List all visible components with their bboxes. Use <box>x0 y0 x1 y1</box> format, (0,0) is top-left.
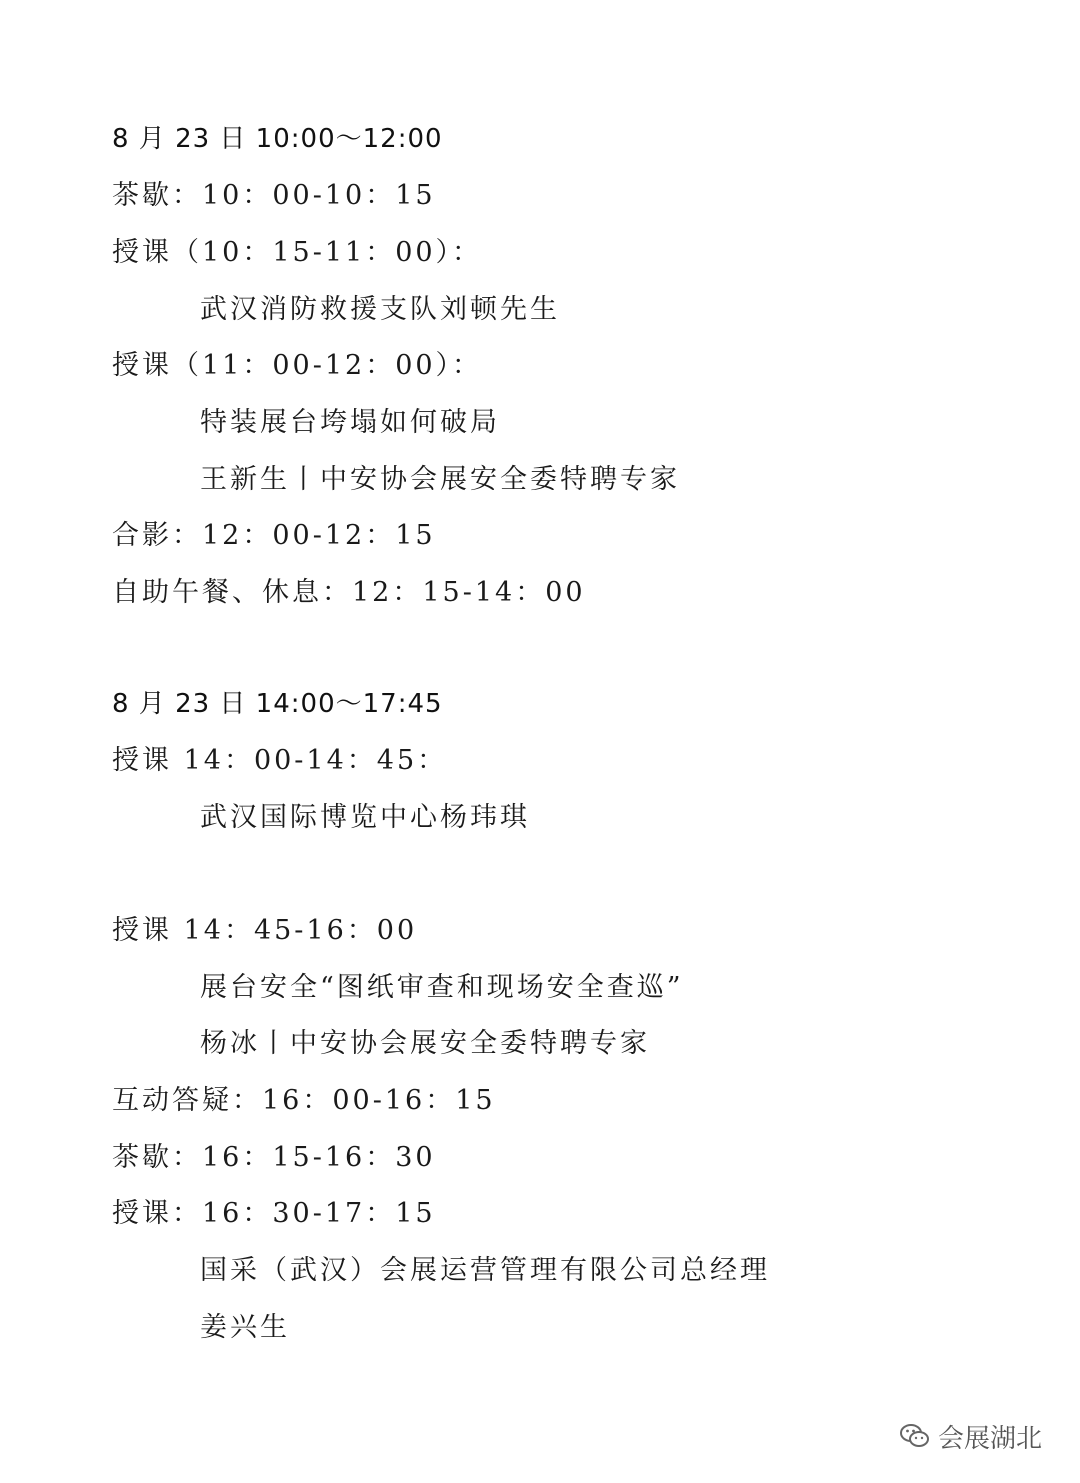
session1-photo: 合影：12：00-12：15 <box>112 520 436 551</box>
session2-lecture3-speaker-name: 姜兴生 <box>200 1312 290 1343</box>
session2-lecture2-topic: 展台安全“图纸审查和现场安全查巡” <box>200 972 684 1003</box>
watermark-text: 会展湖北 <box>938 1423 1043 1454</box>
session2-lecture3-time: 授课：16：30-17：15 <box>112 1198 436 1229</box>
session2-lecture2-speaker: 杨冰丨中安协会展安全委特聘专家 <box>200 1028 650 1059</box>
session2-lecture2-time: 授课 14：45-16：00 <box>112 915 418 946</box>
session1-lecture2-speaker: 王新生丨中安协会展安全委特聘专家 <box>200 464 680 495</box>
session1-tea-break: 茶歇：10：00-10：15 <box>112 180 436 211</box>
session1-lecture2-time: 授课（11：00-12：00）： <box>112 350 483 381</box>
session2-lecture1-time: 授课 14：00-14：45： <box>112 745 448 776</box>
session1-lecture1-time: 授课（10：15-11：00）： <box>112 237 483 268</box>
session1-lecture1-speaker: 武汉消防救援支队刘顿先生 <box>200 294 560 325</box>
session1-lecture2-topic: 特装展台垮塌如何破局 <box>200 407 500 438</box>
session2-heading: 8 月 23 日 14:00～17:45 <box>112 689 443 719</box>
session2-lecture1-speaker: 武汉国际博览中心杨玮琪 <box>200 802 530 833</box>
session2-qa: 互动答疑：16：00-16：15 <box>112 1085 496 1116</box>
session1-lunch: 自助午餐、休息：12：15-14：00 <box>112 577 586 608</box>
session2-tea-break: 茶歇：16：15-16：30 <box>112 1142 436 1173</box>
wechat-icon <box>898 1419 932 1453</box>
session2-lecture3-speaker-org: 国采（武汉）会展运营管理有限公司总经理 <box>200 1255 770 1286</box>
watermark <box>898 1418 1042 1454</box>
session1-heading: 8 月 23 日 10:00～12:00 <box>112 124 443 154</box>
